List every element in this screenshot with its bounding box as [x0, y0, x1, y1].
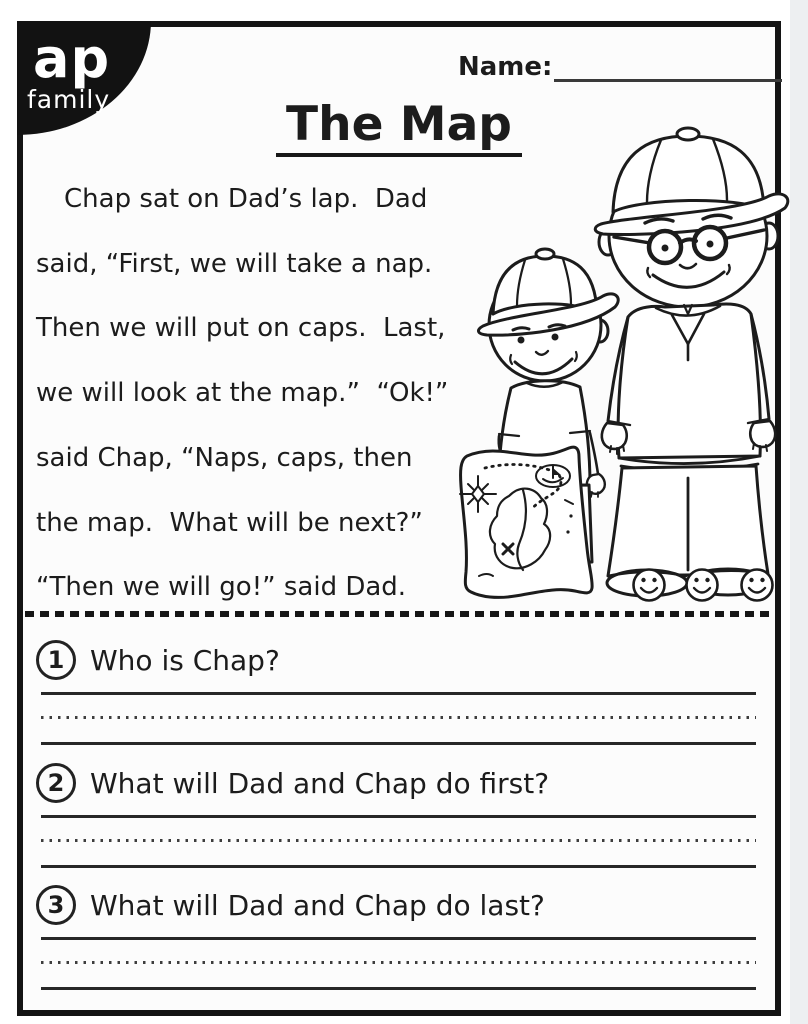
passage-line: said, “First, we will take a nap. — [36, 248, 433, 279]
passage-line: Then we will put on caps. Last, — [36, 313, 446, 344]
smiley-icon — [687, 570, 718, 601]
question-text: What will Dad and Chap do last? — [90, 888, 545, 922]
answer-line — [41, 742, 756, 745]
name-blank-line — [554, 49, 782, 82]
badge-family-text: family — [27, 85, 111, 114]
page-title: The Map — [276, 97, 522, 157]
treasure-map-drawing — [460, 447, 592, 597]
section-divider — [25, 611, 773, 617]
question-block-2 — [36, 761, 764, 873]
passage-line: “Then we will go!” said Dad. — [36, 572, 407, 603]
worksheet-page — [17, 21, 781, 1016]
answer-line — [41, 937, 756, 940]
answer-guide-line — [41, 716, 756, 719]
answer-guide-line — [41, 961, 756, 964]
question-text: Who is Chap? — [90, 643, 280, 677]
answer-guide-line — [41, 839, 756, 842]
dad-and-boy-illustration — [451, 124, 796, 609]
passage-line: we will look at the map.” “Ok!” — [36, 378, 449, 409]
question-block-1 — [36, 638, 764, 750]
passage-line: said Chap, “Naps, caps, then — [36, 442, 413, 473]
passage-line: Chap sat on Dad’s lap. Dad — [64, 184, 428, 214]
question-number-badge: 3 — [36, 885, 76, 925]
question-text: What will Dad and Chap do first? — [90, 766, 550, 800]
passage-line: the map. What will be next?” — [36, 507, 423, 538]
question-number-badge: 1 — [36, 640, 76, 680]
dad-figure — [595, 128, 788, 596]
name-label: Name: — [458, 52, 553, 82]
name-row — [458, 49, 782, 82]
reading-passage — [36, 167, 488, 620]
question-number-badge: 2 — [36, 763, 76, 803]
answer-line — [41, 865, 756, 868]
smiley-icon — [742, 570, 773, 601]
badge-ap-text: ap — [33, 27, 111, 90]
answer-line — [41, 692, 756, 695]
smiley-icon — [634, 570, 665, 601]
answer-line — [41, 987, 756, 990]
answer-line — [41, 815, 756, 818]
question-block-3 — [36, 883, 764, 995]
